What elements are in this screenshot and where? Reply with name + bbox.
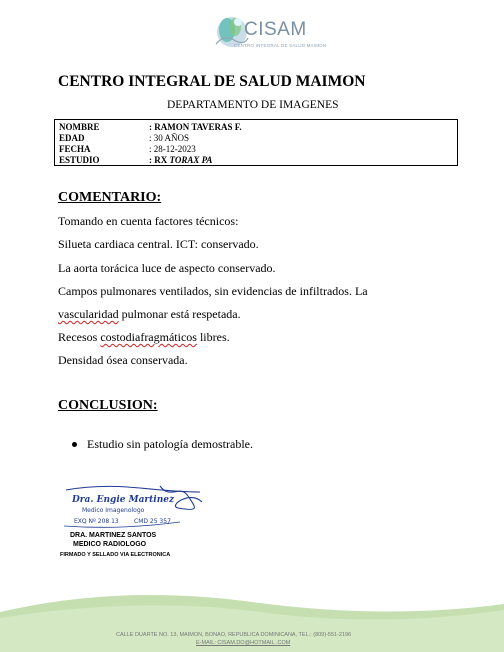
signature-scribble-icon bbox=[60, 482, 210, 532]
conclusion-heading: CONCLUSION: bbox=[58, 398, 158, 413]
age-label: EDAD bbox=[59, 133, 85, 143]
comment-line-6-end: libres. bbox=[196, 330, 230, 344]
conclusion-text: Estudio sin patología demostrable. bbox=[87, 437, 253, 451]
department-title: DEPARTAMENTO DE IMAGENES bbox=[167, 99, 339, 111]
cisam-logo bbox=[208, 10, 327, 54]
date-label: FECHA bbox=[59, 144, 91, 154]
comment-line-5 bbox=[58, 307, 241, 322]
study-prefix: : RX bbox=[149, 155, 170, 165]
logo-tagline: CENTRO INTEGRAL DE SALUD MAIMON bbox=[234, 43, 327, 48]
signature-stamp bbox=[60, 482, 210, 532]
comment-line-7: Densidad ósea conservada. bbox=[58, 353, 188, 367]
age-value: : 30 AÑOS bbox=[149, 133, 190, 143]
stamp-cmd: CMD 25 357 bbox=[134, 518, 171, 525]
comment-line-3: La aorta torácica luce de aspecto conservado. bbox=[58, 261, 276, 275]
study-name: TORAX PA bbox=[169, 155, 213, 165]
doctor-role: MEDICO RADIOLOGO bbox=[73, 541, 147, 548]
footer-address: CALLE DUARTE NO. 13, MAIMON, BONAO, REPUBLICA DOMINICANA, TEL.: (809)-551-2196 bbox=[116, 632, 352, 638]
name-value: : RAMON TAVERAS F. bbox=[149, 122, 242, 132]
study-label: ESTUDIO bbox=[59, 155, 100, 165]
patient-info-box bbox=[54, 119, 458, 166]
date-value: : 28-12-2023 bbox=[149, 144, 196, 154]
comment-heading: COMENTARIO: bbox=[58, 190, 162, 205]
comment-line-6-start: Recesos bbox=[58, 330, 101, 344]
name-label: NOMBRE bbox=[59, 122, 100, 132]
bullet-icon bbox=[72, 442, 77, 447]
stamp-name: Dra. Engie Martinez bbox=[72, 495, 175, 505]
logo-brand-text: CISAM bbox=[244, 19, 307, 40]
spellcheck-word: vascularidad bbox=[58, 307, 119, 321]
stamp-exq: EXQ Nº 208 13 bbox=[74, 518, 119, 525]
comment-line-2: Silueta cardiaca central. ICT: conservado. bbox=[58, 237, 259, 251]
conclusion-bullet bbox=[72, 437, 253, 452]
stamp-title: Medico Imagenologo bbox=[82, 507, 145, 514]
study-value bbox=[149, 155, 212, 166]
footer-email[interactable]: E-MAIL: CISAM.DO@HOTMAIL .COM bbox=[196, 640, 291, 646]
comment-line-4: Campos pulmonares ventilados, sin evidencias de infiltrados. La bbox=[58, 284, 368, 298]
doctor-name: DRA. MARTINEZ SANTOS bbox=[70, 532, 157, 539]
document-title: CENTRO INTEGRAL DE SALUD MAIMON bbox=[58, 73, 366, 90]
comment-line-1: Tomando en cuenta factores técnicos: bbox=[58, 214, 239, 228]
comment-line-6 bbox=[58, 330, 230, 345]
spellcheck-word: costodiafragmáticos bbox=[100, 330, 197, 344]
comment-line-5-rest: pulmonar está respetada. bbox=[118, 307, 241, 321]
signature-note: FIRMADO Y SELLADO VIA ELECTRONICA bbox=[60, 552, 171, 558]
